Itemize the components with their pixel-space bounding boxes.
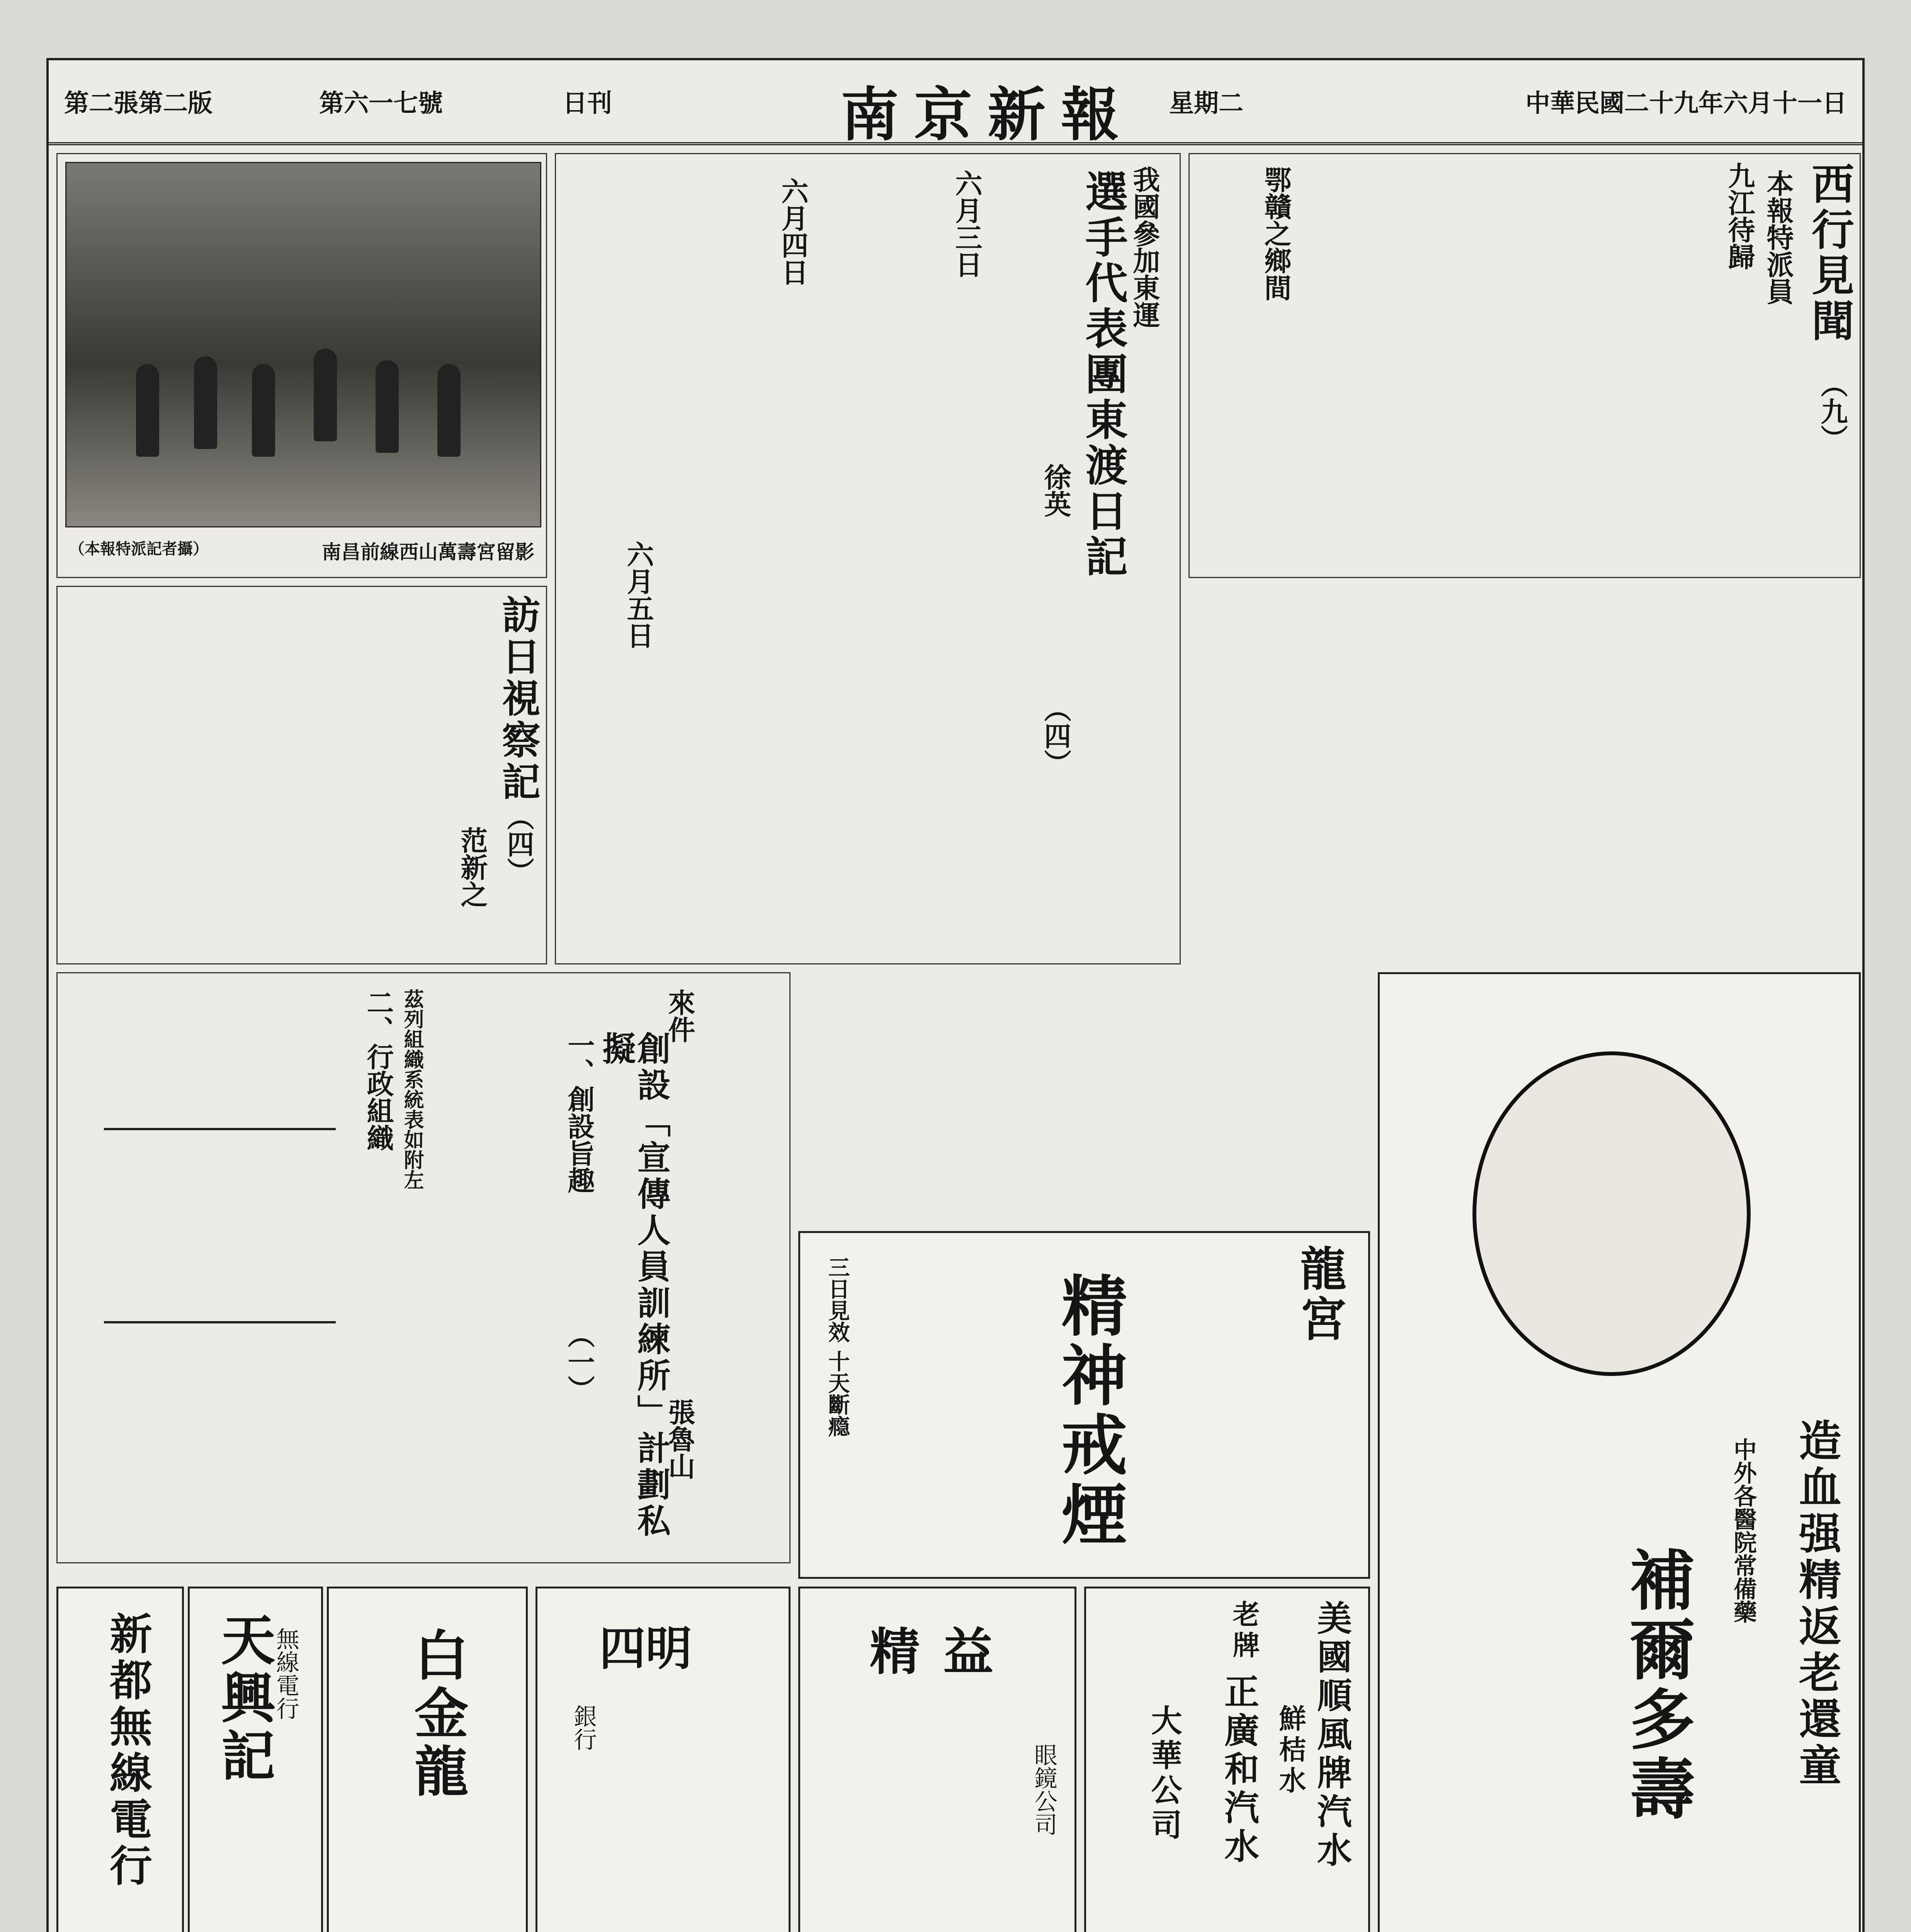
tianxingji-radio-ad	[188, 1587, 323, 1932]
training-author: 張魯山	[664, 1398, 696, 1480]
person-figure	[437, 364, 461, 457]
person-figure	[376, 360, 399, 453]
opium-cure-ad	[798, 1231, 1370, 1579]
person-figure	[252, 364, 275, 457]
games-article	[555, 153, 1181, 964]
games-title: 選手代表團東渡日記	[1078, 170, 1128, 580]
page-number: 第二張第二版	[64, 89, 213, 118]
masthead	[49, 60, 1862, 149]
games-date-2: 六月四日	[777, 177, 809, 286]
west-travel-part: （九）	[1816, 371, 1848, 452]
blood-ad-brand: 補爾多壽	[1618, 1546, 1695, 1824]
training-section: 一、創設旨趣	[563, 1031, 595, 1194]
games-author: 徐英	[1040, 463, 1072, 517]
west-travel-byline: 本報特派員	[1762, 170, 1794, 305]
soda-ad-agent: 大華公司	[1146, 1704, 1182, 1844]
org-chart-line	[104, 1321, 336, 1323]
opium-ad-brand: 龍宮	[1292, 1245, 1347, 1345]
siming-ad	[536, 1587, 791, 1932]
glasses-ad	[798, 1587, 1076, 1932]
soda-ad-sub: 鮮桔水	[1275, 1704, 1307, 1797]
japan-part: （四）	[503, 803, 535, 884]
person-figure	[314, 349, 337, 441]
games-date-1: 六月三日	[951, 170, 983, 278]
siming-ad-title: 四明	[599, 1621, 692, 1676]
newspaper-title: 南京新報	[841, 81, 1135, 149]
tianxingji-sub: 無線電行	[272, 1627, 299, 1720]
photo	[65, 162, 541, 527]
person-figure	[194, 356, 217, 449]
soda-ad-title3: 老牌	[1228, 1600, 1260, 1662]
training-title: 創設「宣傳人員訓練所」計劃私擬	[597, 1031, 671, 1540]
date: 中華民國二十九年六月十一日	[1525, 89, 1847, 118]
games-part: （四）	[1040, 695, 1072, 776]
training-label: 來件	[664, 989, 696, 1043]
glasses-ad-title: 精益	[870, 1622, 1017, 1681]
west-travel-heading: 西行見聞	[1805, 162, 1855, 344]
soda-ad-brand: 美國順風牌汽水	[1311, 1600, 1352, 1871]
xindu-title: 新都無線電行	[103, 1612, 153, 1890]
west-travel-sub3: 鄂贛之鄉間	[1260, 166, 1292, 301]
training-part: （一）	[563, 1321, 595, 1402]
weekday: 星期二	[1169, 89, 1243, 118]
photo-caption: 南昌前線西山萬壽宮留影	[322, 541, 534, 563]
west-travel-sub: 九江待歸	[1724, 162, 1756, 270]
photo-block	[56, 153, 547, 578]
siming-ad-sub: 銀行	[570, 1704, 597, 1751]
glasses-ad-sub: 眼鏡公司	[1030, 1743, 1058, 1836]
person-figure	[136, 364, 159, 457]
newspaper-page	[46, 58, 1865, 1932]
soda-ad	[1084, 1587, 1370, 1932]
old-man-illustration	[1472, 1051, 1751, 1376]
org-note: 茲列組織系統表如附左	[400, 989, 424, 1190]
gold-dragon-ad	[327, 1587, 528, 1932]
training-article	[56, 972, 791, 1563]
blood-ad-headline: 造血强精返老還童	[1792, 1418, 1842, 1789]
japan-visit-article	[56, 586, 547, 964]
opium-ad-title: 精神戒煙	[1050, 1272, 1127, 1550]
west-travel-article	[1188, 153, 1861, 578]
blood-tonic-ad	[1378, 972, 1861, 1932]
org-chart-line	[104, 1128, 336, 1130]
japan-author: 范新之	[456, 827, 488, 908]
issue-number: 第六一七號	[319, 89, 443, 118]
tianxingji-title: 天興記	[212, 1612, 275, 1786]
blood-ad-note: 中外各醫院常備藥	[1730, 1438, 1757, 1623]
gold-dragon-title: 白金龍	[405, 1627, 469, 1801]
opium-ad-note: 三日見效 十天斷瘾	[825, 1256, 850, 1437]
japan-title: 訪日視察記	[495, 595, 541, 803]
soda-ad-title2: 正廣和汽水	[1218, 1673, 1259, 1867]
games-date-3: 六月五日	[622, 541, 655, 649]
edition: 日刊	[563, 89, 612, 118]
xindu-radio-ad	[56, 1587, 184, 1932]
org-heading: 二、行政組織	[362, 989, 394, 1151]
games-heading: 我國參加東運	[1129, 166, 1161, 328]
photo-credit: （本報特派記者攝）	[69, 540, 208, 558]
